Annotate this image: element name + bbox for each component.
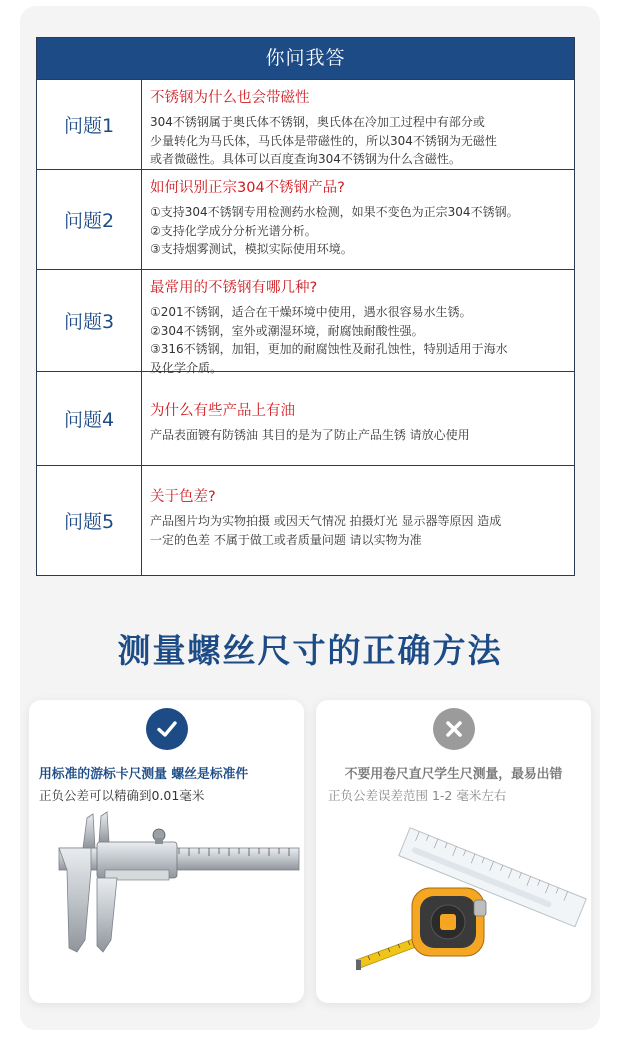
check-icon bbox=[146, 708, 188, 750]
question-label: 问题3 bbox=[37, 270, 142, 371]
wrong-method-title: 不要用卷尺直尺学生尺测量，最易出错 bbox=[344, 767, 563, 782]
question-label: 问题4 bbox=[37, 372, 142, 465]
correct-method-panel bbox=[29, 700, 304, 1003]
section-title: 测量螺丝尺寸的正确方法 bbox=[117, 631, 503, 670]
answer-cell bbox=[142, 270, 574, 375]
question-label: 问题5 bbox=[37, 466, 142, 575]
answer-line: 产品表面镀有防锈油 其目的是为了防止产品生锈 请放心使用 bbox=[150, 428, 470, 442]
wrong-method-subtitle: 正负公差误差范围 1-2 毫米左右 bbox=[328, 788, 507, 803]
answer-line: 一定的色差 不属于做工或者质量问题 请以实物为准 bbox=[150, 532, 422, 547]
question-label: 问题2 bbox=[37, 170, 142, 269]
correct-method-subtitle: 正负公差可以精确到0.01毫米 bbox=[39, 788, 205, 803]
vernier-caliper-icon bbox=[29, 810, 304, 1000]
question-title: 如何识别正宗304不锈钢产品? bbox=[150, 180, 345, 196]
faq-header: 你问我答 bbox=[37, 38, 574, 79]
answer-cell bbox=[142, 80, 574, 169]
answer-line: ①201不锈钢，适合在干燥环境中使用，遇水很容易水生锈。 bbox=[150, 305, 472, 319]
answer-line: 304不锈钢属于奥氏体不锈钢，奥氏体在冷加工过程中有部分或 bbox=[150, 115, 485, 129]
ruler-and-tape-icon bbox=[316, 810, 591, 1000]
faq-row bbox=[37, 269, 574, 375]
question-label: 问题1 bbox=[37, 80, 142, 169]
faq-row bbox=[37, 169, 574, 269]
question-title: 不锈钢为什么也会带磁性 bbox=[150, 90, 310, 106]
answer-line: ①支持304不锈钢专用检测药水检测，如果不变色为正宗304不锈钢。 bbox=[150, 205, 519, 219]
correct-method-title: 用标准的游标卡尺测量 螺丝是标准件 bbox=[39, 767, 249, 782]
answer-cell bbox=[142, 466, 574, 575]
cross-icon bbox=[433, 708, 475, 750]
answer-line: 产品图片均为实物拍摄 或因天气情况 拍摄灯光 显示器等原因 造成 bbox=[150, 514, 502, 528]
faq-row bbox=[37, 371, 574, 465]
faq-row bbox=[37, 465, 574, 575]
question-title: 关于色差? bbox=[150, 489, 216, 505]
answer-line: ③316不锈钢，加钼，更加的耐腐蚀性及耐孔蚀性，特别适用于海水 bbox=[150, 342, 508, 356]
answer-cell bbox=[142, 170, 574, 269]
answer-line: ②304不锈钢，室外或潮湿环境，耐腐蚀耐酸性强。 bbox=[150, 323, 424, 338]
answer-line: 少量转化为马氏体，马氏体是带磁性的，所以304不锈钢为无磁性 bbox=[150, 133, 497, 148]
faq-row bbox=[37, 79, 574, 169]
wrong-method-panel bbox=[316, 700, 591, 1003]
answer-line: 或者微磁性。具体可以百度查询304不锈钢为什么含磁性。 bbox=[150, 152, 461, 166]
answer-cell bbox=[142, 372, 574, 465]
answer-line: 及化学介质。 bbox=[150, 360, 223, 375]
answer-line: ③支持烟雾测试，模拟实际使用环境。 bbox=[150, 242, 353, 256]
question-title: 最常用的不锈钢有哪几种? bbox=[150, 280, 318, 296]
faq-table bbox=[36, 37, 575, 576]
answer-line: ②支持化学成分分析光谱分析。 bbox=[150, 223, 317, 238]
question-title: 为什么有些产品上有油 bbox=[150, 403, 295, 419]
